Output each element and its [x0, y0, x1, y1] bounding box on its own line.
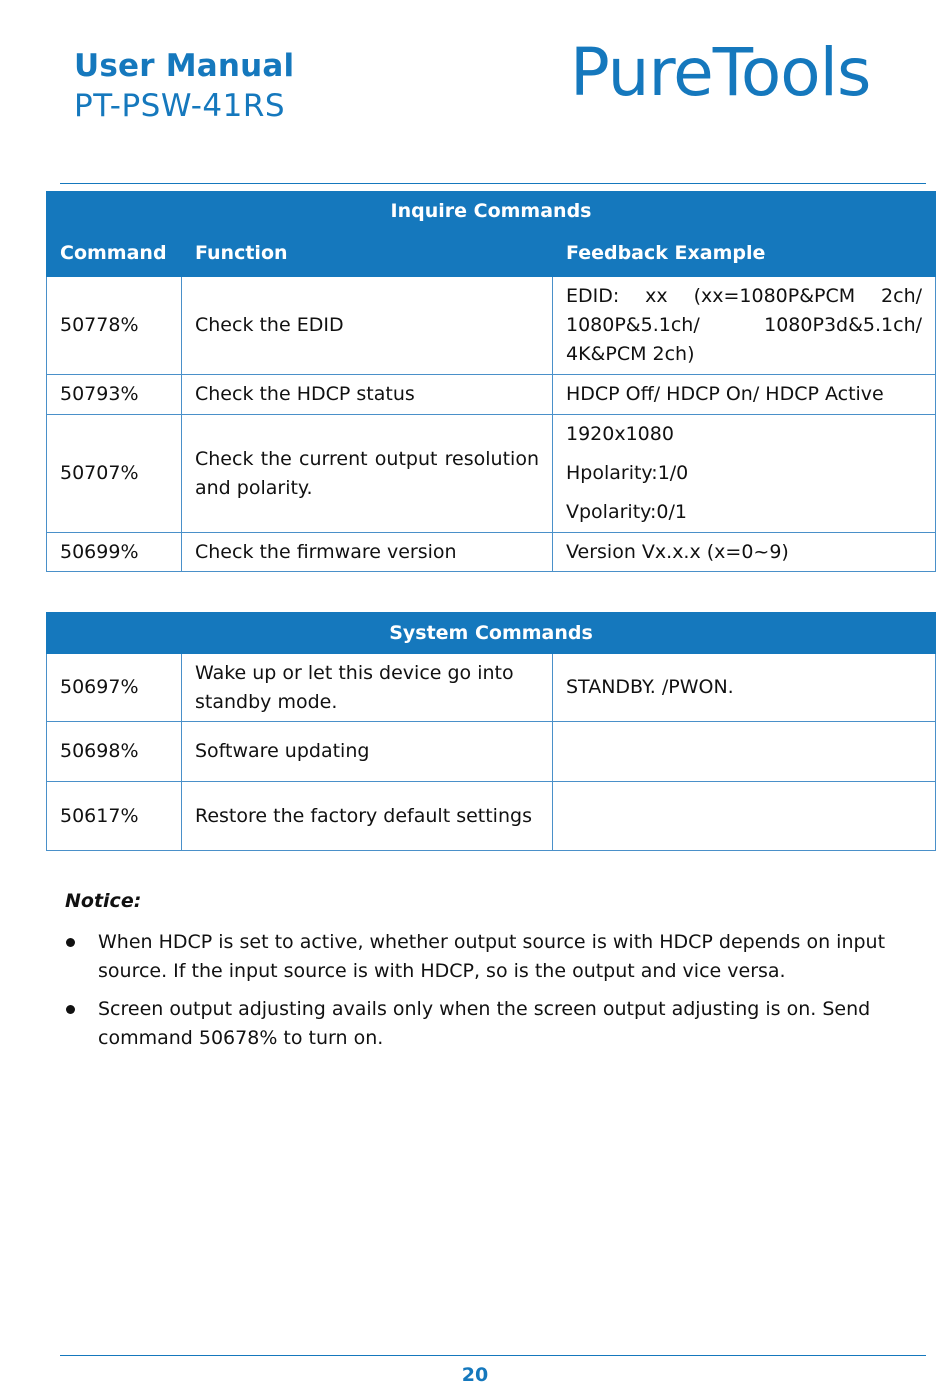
function-cell: Check the HDCP status — [182, 375, 553, 415]
page-number: 20 — [461, 1364, 489, 1386]
feedback-line: Hpolarity:1/0 — [566, 462, 689, 484]
inquire-table-title: Inquire Commands — [47, 192, 936, 231]
system-table-title: System Commands — [47, 613, 936, 654]
function-cell: Software updating — [182, 722, 553, 782]
footer-divider — [60, 1355, 926, 1356]
function-cell: Restore the factory default settings — [182, 782, 553, 851]
table-row — [47, 722, 936, 782]
column-header-function: Function — [182, 231, 553, 277]
product-model: PT-PSW-41RS — [74, 88, 286, 124]
function-cell: Check the EDID — [182, 277, 553, 375]
function-cell: Wake up or let this device go into standby mode. — [182, 654, 553, 722]
feedback-line: Vpolarity:0/1 — [566, 501, 687, 523]
list-item — [60, 928, 926, 986]
header-divider — [60, 183, 926, 184]
feedback-cell: Version Vx.x.x (x=0~9) — [553, 533, 936, 572]
feedback-cell — [553, 782, 936, 851]
feedback-line: 1920x1080 — [566, 423, 674, 445]
notice-heading: Notice: — [65, 890, 142, 912]
feedback-cell: EDID: xx (xx=1080P&PCM 2ch/ 1080P&5.1ch/ 1080P3d&5.1ch/ 4K&PCM 2ch) — [553, 277, 936, 375]
feedback-cell: STANDBY. /PWON. — [553, 654, 936, 722]
column-header-feedback: Feedback Example — [553, 231, 936, 277]
table-row — [47, 277, 936, 375]
command-cell: 50793% — [47, 375, 182, 415]
command-cell: 50778% — [47, 277, 182, 375]
function-cell: Check the current output resolution and polarity. — [182, 415, 553, 533]
command-cell: 50697% — [47, 654, 182, 722]
notice-list — [60, 928, 926, 1062]
notice-text: Screen output adjusting avails only when the screen output adjusting is on. Send command 50678% to turn on. — [98, 998, 871, 1049]
notice-text: When HDCP is set to active, whether output source is with HDCP depends on input source. If the input source is with HDCP, so is the output and vice versa. — [98, 931, 886, 982]
bullet-icon — [66, 1005, 75, 1014]
table-row — [47, 415, 936, 533]
feedback-cell: HDCP Off/ HDCP On/ HDCP Active — [553, 375, 936, 415]
list-item — [60, 995, 926, 1053]
table-row — [47, 375, 936, 415]
bullet-icon — [66, 938, 75, 947]
command-cell: 50698% — [47, 722, 182, 782]
table-row — [47, 533, 936, 572]
inquire-commands-table — [46, 191, 936, 572]
function-cell: Check the firmware version — [182, 533, 553, 572]
command-cell: 50617% — [47, 782, 182, 851]
system-commands-table — [46, 612, 936, 851]
feedback-cell — [553, 722, 936, 782]
command-cell: 50699% — [47, 533, 182, 572]
puretools-logo: PureTools — [570, 34, 871, 111]
table-row — [47, 782, 936, 851]
command-cell: 50707% — [47, 415, 182, 533]
column-header-command: Command — [47, 231, 182, 277]
document-title: User Manual — [74, 48, 295, 84]
feedback-cell — [553, 415, 936, 533]
table-row — [47, 654, 936, 722]
